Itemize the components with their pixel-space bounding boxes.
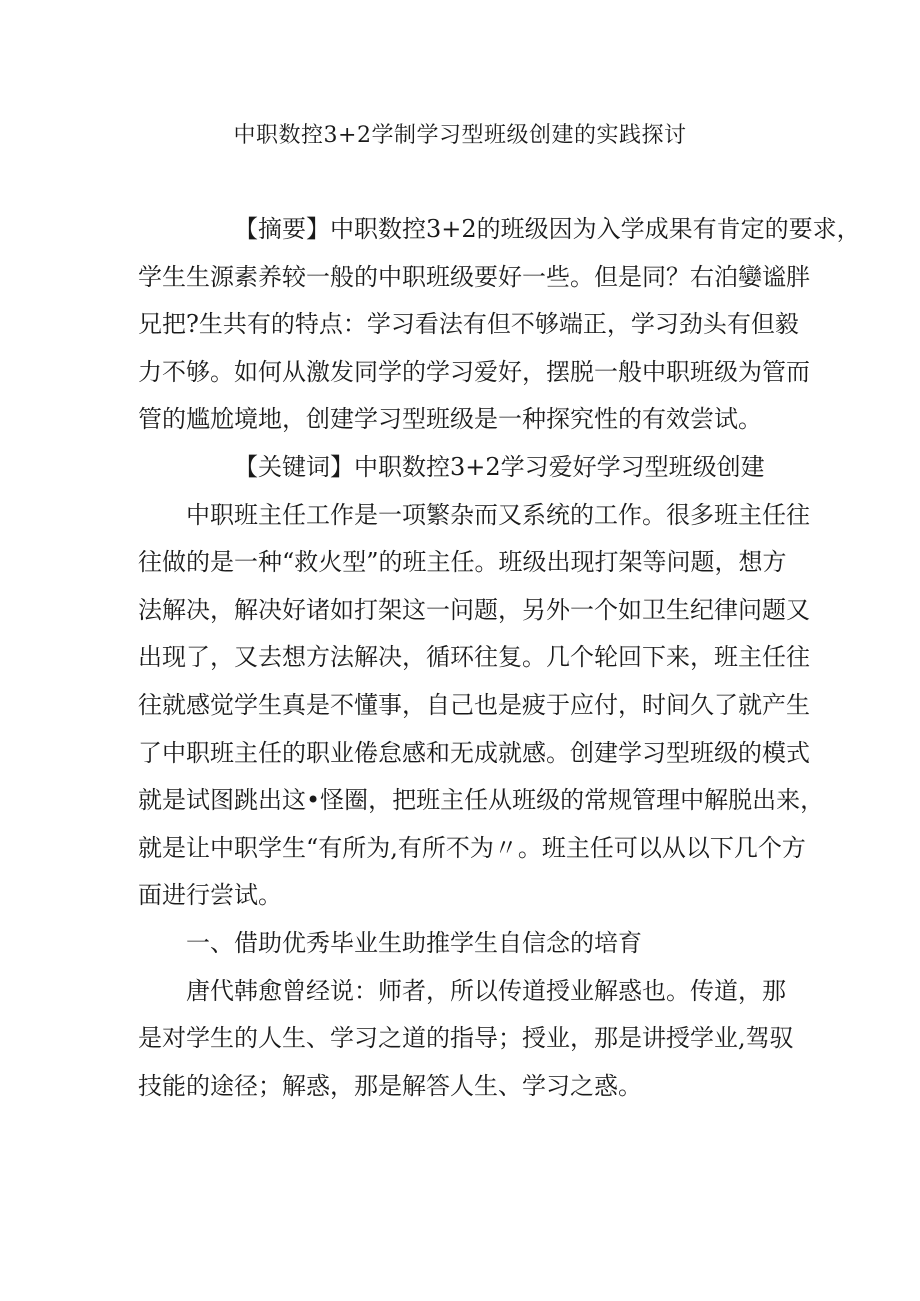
abstract-paragraph [138, 206, 861, 444]
document-body [138, 206, 861, 1110]
document-title: 中职数控3+2学制学习型班级创建的实践探讨 [233, 123, 687, 148]
intro-line: 中职班主任工作是一项繁杂而又系统的工作。很多班主任往 [186, 500, 810, 529]
intro-line: 往就感觉学生真是不懂事，自己也是疲于应付，时间久了就产生 [138, 690, 810, 719]
intro-line: 了中职班主任的职业倦怠感和无成就感。创建学习型班级的模式 [138, 738, 810, 767]
intro-line: 面进行尝试。 [138, 881, 282, 910]
intro-line: 就是让中职学生“有所为,有所不为〃。班主任可以从以下几个方 [138, 833, 806, 862]
section-heading: 一、借助优秀毕业生助推学生自信念的培育 [186, 928, 642, 957]
section-line: 是对学生的人生、学习之道的指导；授业，那是讲授学业,驾驭 [138, 1024, 794, 1053]
section-paragraph [138, 968, 794, 1111]
section-line: 唐代韩愈曾经说：师者，所以传道授业解惑也。传道，那 [186, 976, 786, 1005]
abstract-line: 管的尴尬境地，创建学习型班级是一种探究性的有效尝试。 [138, 405, 762, 434]
abstract-line: 兄把?生共有的特点：学习看法有但不够端正，学习劲头有但毅 [138, 310, 799, 339]
abstract-line: 学生生源素养较一般的中职班级要好一些。但是同？右泊孌谧胖 [138, 262, 810, 291]
intro-line: 往做的是一种“救火型”的班主任。班级出现打架等问题，想方 [138, 548, 787, 577]
keywords-line: 【关键词】中职数控3+2学习爱好学习型班级创建 [234, 452, 765, 481]
abstract-line: 【摘要】中职数控3+2的班级因为入学成果有肯定的要求， [234, 215, 861, 243]
intro-line: 就是试图跳出这•怪圈，把班主任从班级的常规管理中解脱出来， [138, 786, 825, 815]
intro-paragraph [138, 492, 825, 920]
section-line: 技能的途径；解惑，那是解答人生、学习之惑。 [138, 1071, 642, 1100]
abstract-line: 力不够。如何从激发同学的学习爱好，摆脱一般中职班级为管而 [138, 357, 810, 386]
intro-line: 出现了，又去想方法解决，循环往复。几个轮回下来，班主任往 [138, 643, 810, 672]
intro-line: 法解决，解决好诸如打架这一问题，另外一个如卫生纪律问题又 [138, 595, 810, 624]
